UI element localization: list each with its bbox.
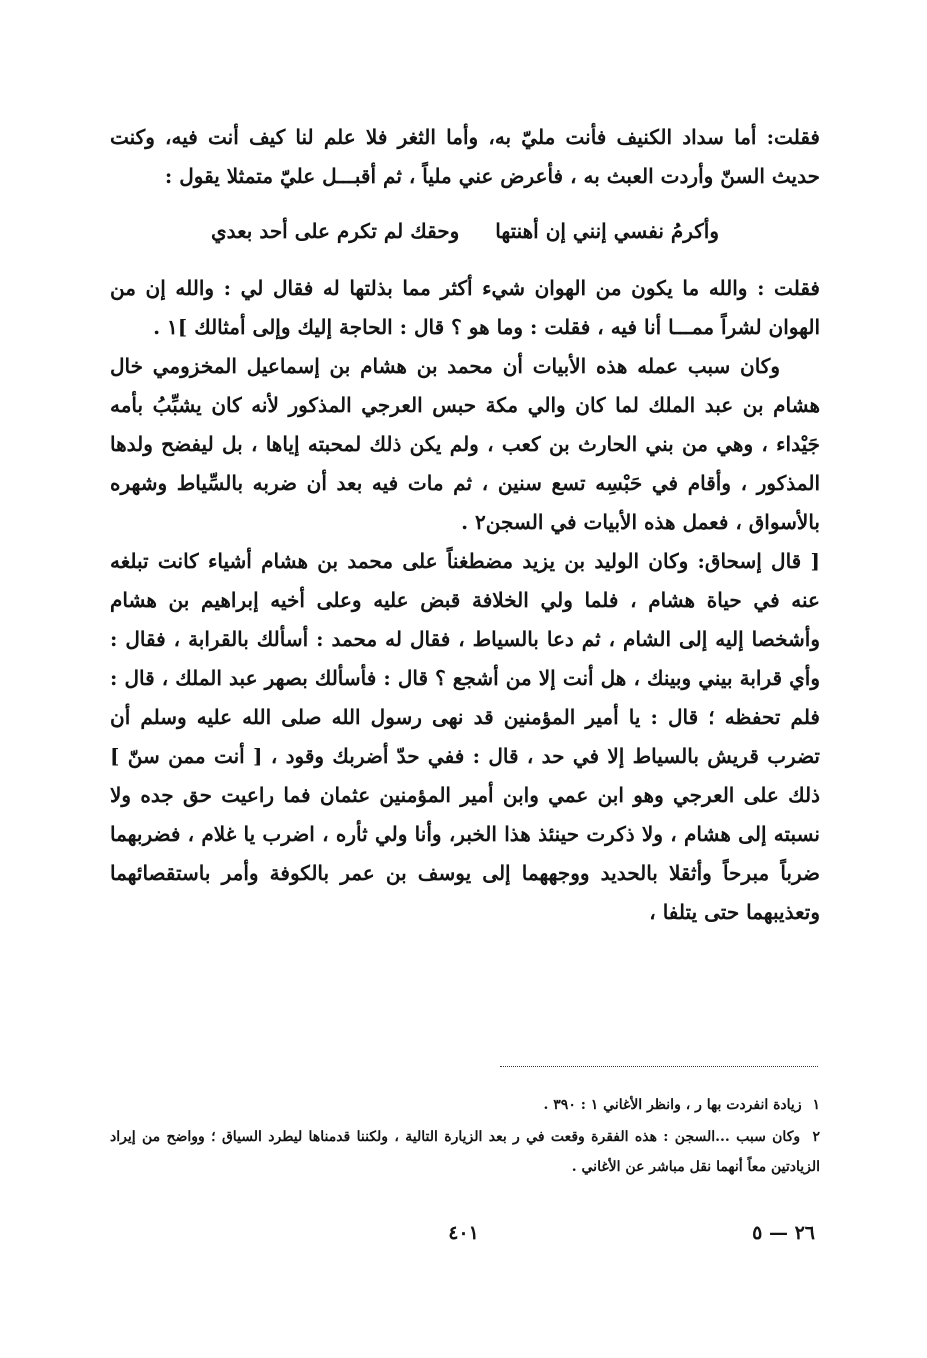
verse-second-hemistich: وحقك لم تكرم على أحد بعدي — [210, 219, 460, 243]
poem-verse — [110, 212, 820, 251]
paragraph-2: فقلت : والله ما يكون من الهوان شيء أكثر مما بذلتها له فقال لي : والله إن من الهوان لشراً ممـــا أنا فيه ، فقلت : وما هو ؟ قال : الحاجة إليك وإلى أمثالك ]١ . — [110, 276, 820, 339]
paragraph-1: فقلت: أما سداد الكنيف فأنت مليّ به، وأما الثغر فلا علم لنا كيف أنت فيه، وكنت حديث السنّ وأردت العبث به ، فأعرض عني ملياً ، ثم أقبـــل عليّ متمثلا يقول : — [110, 125, 820, 188]
paragraph-3: وكان سبب عمله هذه الأبيات أن محمد بن هشام بن إسماعيل المخزومي خال هشام بن عبد الملك لما كان والي مكة حبس العرجي المذكور لأنه كان يشبِّبُ بأمه جَيْداء ، وهي من بني الحارث بن كعب ، ولم يكن ذلك لمحبته إياها ، بل ليفضح ولدها المذكور ، وأقام في حَبْسِه تسع سنين ، ثم مات فيه بعد أن ضربه بالسِّياط وشهره بالأسواق ، فعمل هذه الأبيات في السجن٢ . — [110, 354, 820, 534]
footnote-2 — [110, 1122, 820, 1182]
footnote-text: زيادة انفردت بها ر ، وانظر الأغاني ١ : ٣٩٠ . — [543, 1097, 802, 1113]
footnote-number: ١ — [812, 1097, 820, 1113]
footnotes — [110, 1090, 820, 1184]
paragraph-4: [ قال إسحاق: وكان الوليد بن يزيد مضطغناً على محمد بن هشام أشياء كانت تبلغه عنه في حياة هشام ، فلما ولي الخلافة قبض عليه وعلى أخيه إبراهيم بن هشام وأشخصا إليه إلى الشام ، ثم دعا بالسياط ، فقال له محمد : أسألك بالقرابة ، فقال : وأي قرابة بيني وبينك ، هل أنت إلا من أشجع ؟ قال : فأسألك بصهر عبد الملك ، قال : فلم تحفظه ؛ قال : يا أمير المؤمنين قد نهى رسول الله صلى الله عليه وسلم أن تضرب قريش بالسياط إلا في حد ، قال : ففي حدّ أضربك وقود ، [ أنت ممن سنّ ] ذلك على العرجي وهو ابن عمي وابن أمير المؤمنين عثمان فما راعيت حق جده ولا نسبته إلى هشام ، ولا ذكرت حينئذ هذا الخبر، وأنا ولي ثأره ، اضرب يا غلام ، فضربهما ضرباً مبرحاً وأثقلا بالحديد ووجههما إلى يوسف بن عمر بالكوفة وأمر باستقصائهما وتعذيبهما حتى يتلفا ، — [110, 549, 820, 924]
page-number: ٤٠١ — [448, 1222, 479, 1244]
main-text — [110, 118, 820, 932]
footnote-1 — [110, 1090, 820, 1120]
signature-mark: ٢٦ — ٥ — [752, 1222, 815, 1244]
footnote-separator — [500, 1066, 818, 1067]
footnote-number: ٢ — [812, 1129, 820, 1145]
verse-first-hemistich: وأكرمُ نفسي إنني إن أهنتها — [495, 219, 720, 243]
footnote-text: وكان سبب ...السجن : هذه الفقرة وقعت في ر بعد الزيارة التالية ، ولكننا قدمناها ليطرد السياق ؛ وواضح من إيراد الزيادتين معاً أنهما نقل مباشر عن الأغاني . — [110, 1129, 820, 1175]
